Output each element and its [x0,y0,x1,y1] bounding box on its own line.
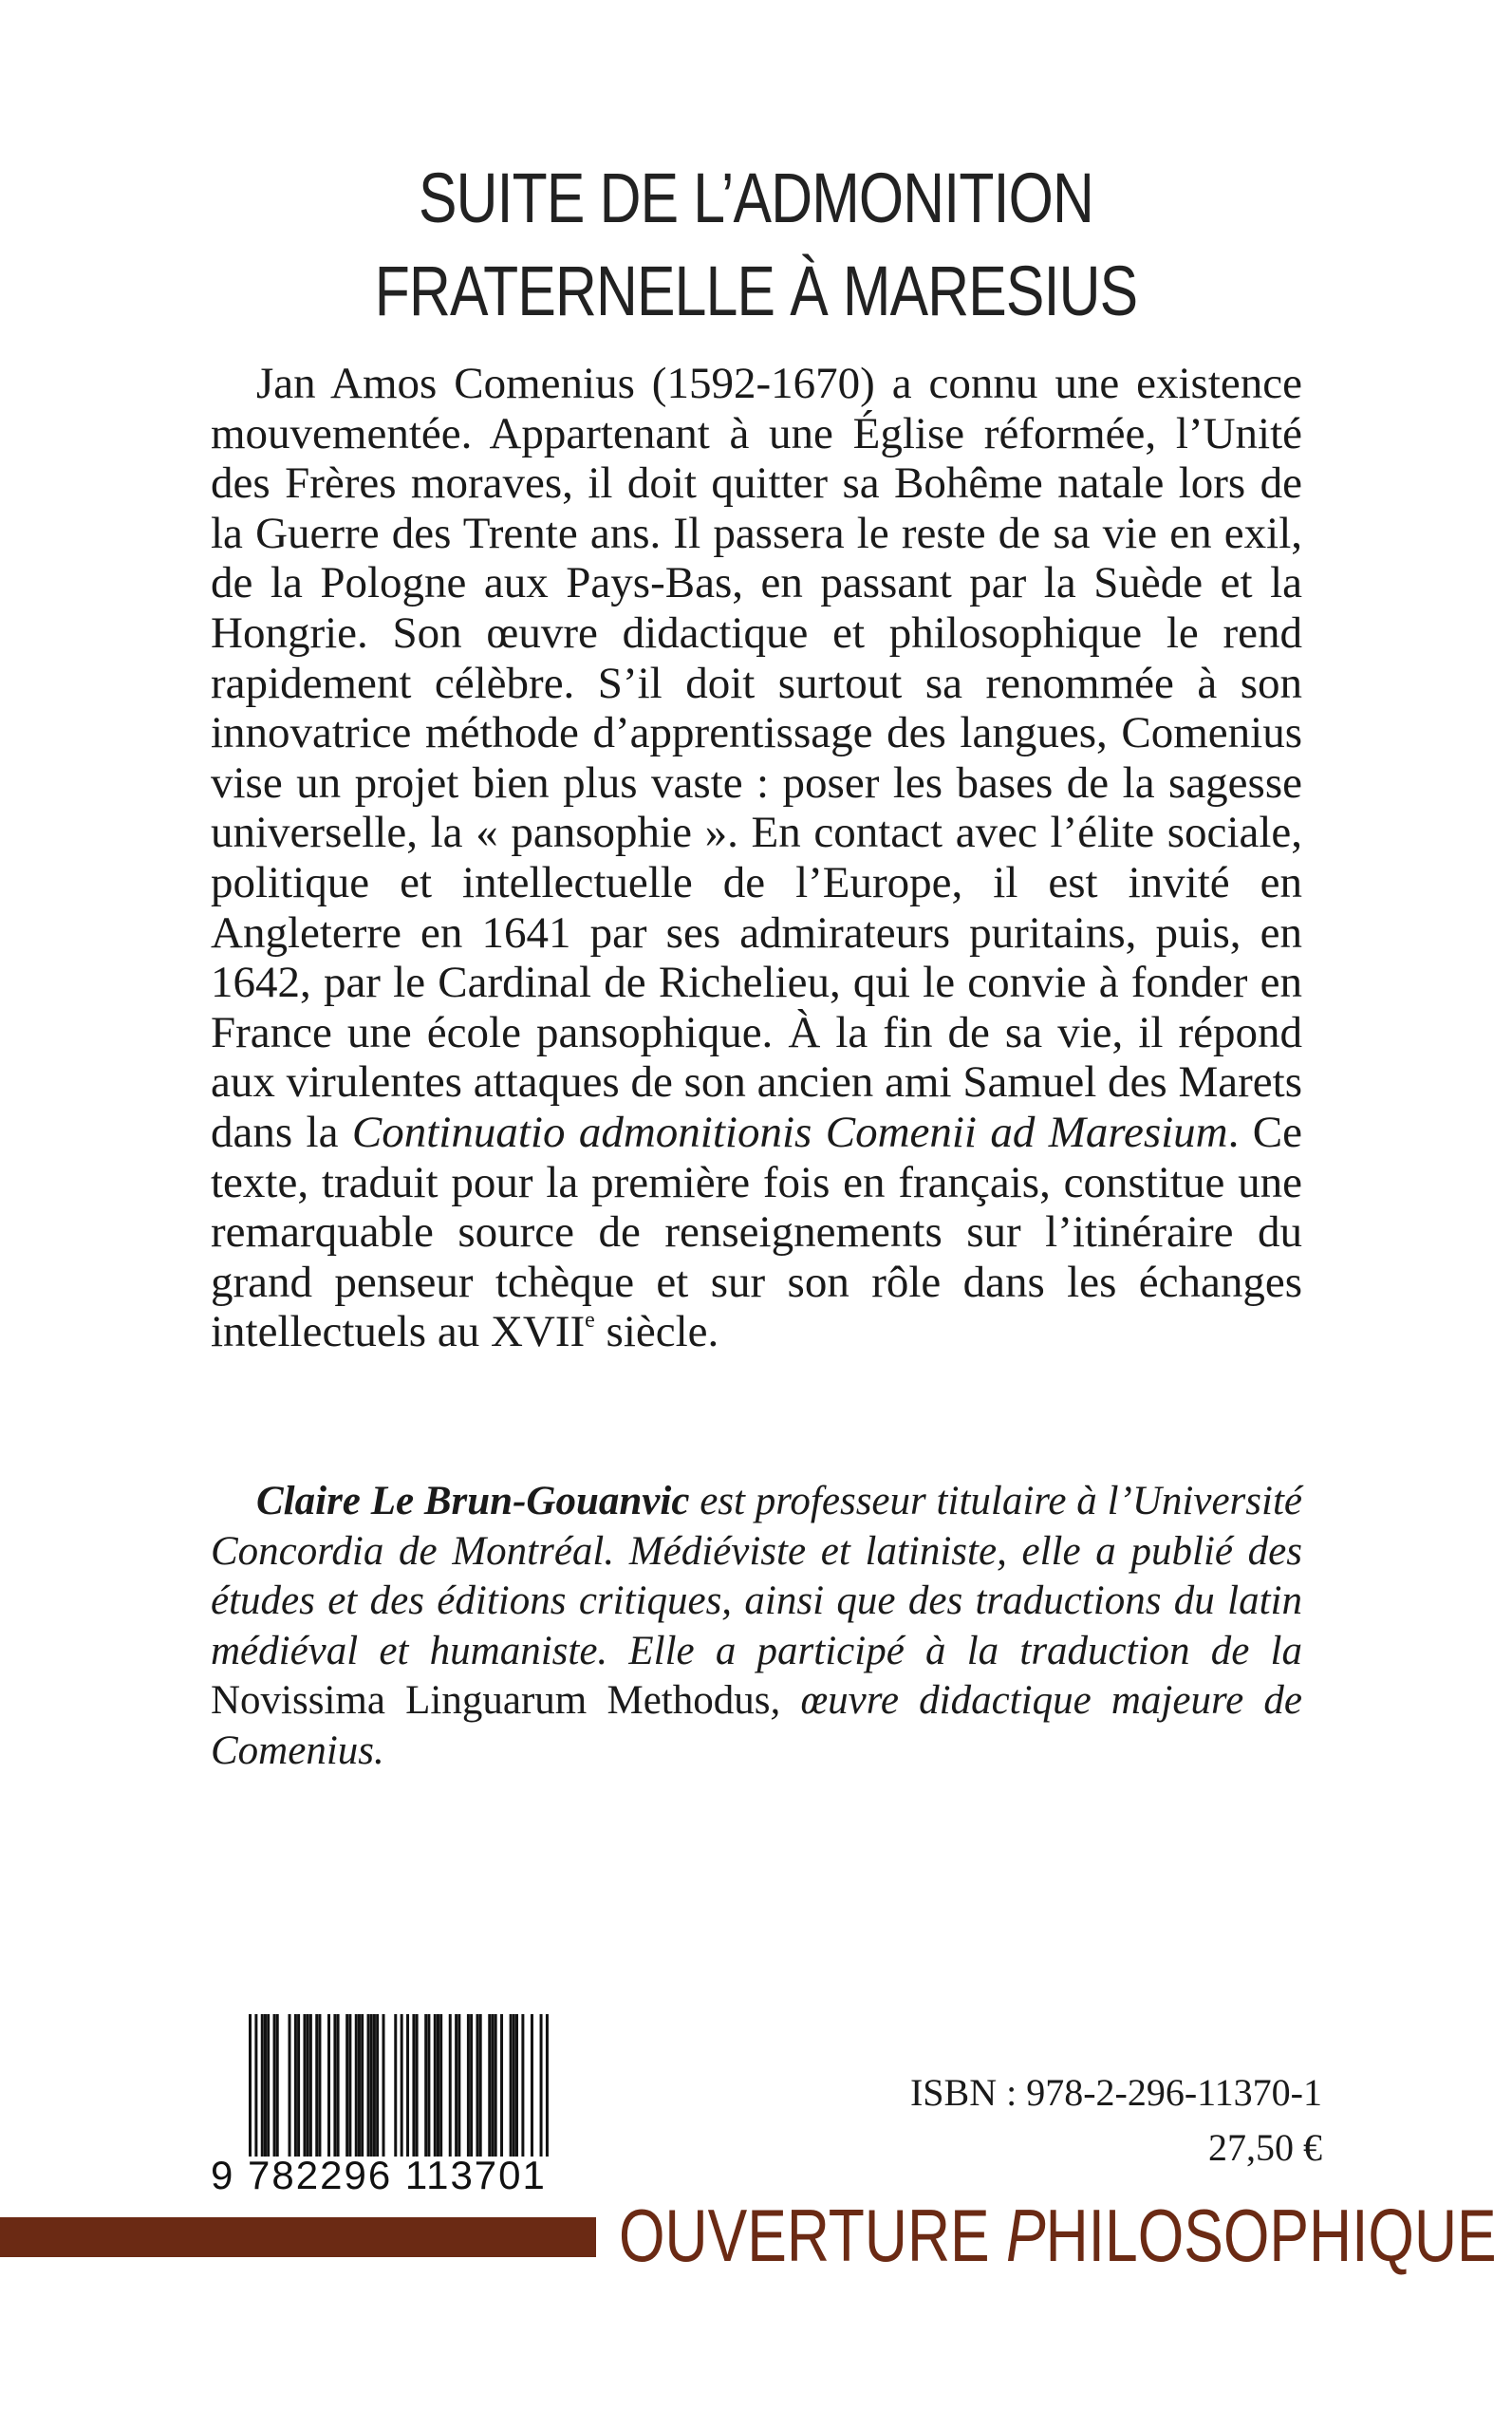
barcode-bar [416,2014,419,2157]
barcode-bar [345,2014,348,2157]
barcode-bar [488,2014,491,2157]
barcode-bar [333,2014,336,2157]
barcode-bar [455,2014,457,2157]
barcode-bar [370,2014,373,2157]
century-superscript: e [585,1308,595,1334]
summary-text-2: . Ce texte, traduit pour la première fois en français, constitue une remarquable source de renseignements sur l’itinéraire du grand penseur tchèque et sur son rôle dans les échanges intellectuels au XVII [211,1107,1302,1357]
barcode-bar [273,2014,276,2157]
barcode-bar [479,2014,482,2157]
bio-work-title: Novissima Linguarum Methodus [211,1678,771,1723]
summary-text-3: siècle. [594,1307,719,1357]
series-initial: P [1005,2194,1046,2277]
author-biography [211,1477,1302,1776]
author-name: Claire Le Brun-Gouanvic [256,1479,690,1523]
barcode-bar [510,2014,513,2157]
barcode-bar [383,2014,385,2157]
barcode-bar [495,2014,497,2157]
barcode-bar [540,2014,543,2157]
barcode-bar [470,2014,473,2157]
barcode-bar [376,2014,379,2157]
barcode-bar [318,2014,321,2157]
barcode-bar [367,2014,370,2157]
barcode-bar [337,2014,340,2157]
barcode-bar [373,2014,376,2157]
barcode-bar [401,2014,403,2157]
barcode-bar [254,2014,257,2157]
barcode-bar [348,2014,351,2157]
barcode-digits: 9 782296 113701 [211,2153,547,2197]
barcode-bar [307,2014,309,2157]
barcode-bar [289,2014,291,2157]
barcode-bar [546,2014,549,2157]
barcode-bar [500,2014,503,2157]
series-name [619,2193,1497,2278]
barcode-bar [521,2014,524,2157]
barcode-bar [394,2014,397,2157]
book-title [136,152,1375,338]
barcode-bar [303,2014,306,2157]
barcode-bar [449,2014,452,2157]
bio-text-2: , œuvre didactique majeure de Comenius. [211,1678,1302,1773]
barcode-bar [276,2014,279,2157]
barcode-bar [358,2014,361,2157]
barcode-bar [412,2014,415,2157]
barcode-bars [249,2014,549,2157]
barcode-bar [294,2014,297,2157]
barcode-bar [437,2014,439,2157]
barcode-bar [531,2014,533,2157]
barcode-bar [327,2014,330,2157]
barcode [211,2014,552,2204]
barcode-bar [424,2014,427,2157]
barcode-bar [427,2014,430,2157]
publisher-color-bar [0,2217,596,2257]
barcode-bar [264,2014,267,2157]
price: 27,50 € [1208,2126,1322,2169]
barcode-bar [406,2014,409,2157]
book-summary [211,359,1302,1357]
bio-text-1: est professeur titulaire à l’Université Concordia de Montréal. Médiéviste et latiniste, elle a publié des études et des éditions critiques, ainsi que des traductions du latin médiéval et humaniste. Elle a participé à la traduction de la [211,1479,1302,1673]
barcode-bar [457,2014,460,2157]
barcode-bar [249,2014,252,2157]
barcode-bar [267,2014,270,2157]
barcode-bar [434,2014,437,2157]
barcode-bar [297,2014,300,2157]
barcode-bar [513,2014,515,2157]
summary-text-1: Jan Amos Comenius (1592-1670) a connu une existence mouvementée. Appartenant à une Église réformée, l’Unité des Frères moraves, il doit quitter sa Bohême natale lors de la Guerre des Trente ans. Il passera le reste de sa vie en exil, de la Pologne aux Pays-Bas, en passant par la Suède et la Hongrie. Son œuvre didactique et philosophique le rend rapidement célèbre. S’il doit surtout sa renommée à son innovatrice méthode d’apprentissage des langues, Comenius vise un projet bien plus vaste : poser les bases de la sagesse universelle, la « pansophie ». En contact avec l’élite sociale, politique et intellectuelle de l’Europe, il est invité en Angleterre en 1641 par ses admirateurs puritains, puis, en 1642, par le Cardinal de Richelieu, qui le convie à fonder en France une école pansophique. À la fin de sa vie, il répond aux virulentes attaques de son ancien ami Samuel des Marets dans la [211,359,1302,1157]
barcode-bar [439,2014,442,2157]
barcode-bar [491,2014,494,2157]
isbn: ISBN : 978-2-296-11370-1 [909,2071,1322,2114]
barcode-bar [315,2014,318,2157]
barcode-bar [355,2014,358,2157]
title-line-1: SUITE DE L’ADMONITION [418,159,1094,237]
barcode-bar [361,2014,364,2157]
title-line-2: FRATERNELLE À MARESIUS [374,252,1138,330]
barcode-bar [309,2014,312,2157]
barcode-bar [515,2014,518,2157]
series-word-1: OUVERTURE [619,2194,1006,2277]
barcode-bar [467,2014,470,2157]
summary-latin-title: Continuatio admonitionis Comenii ad Maresium [351,1107,1228,1157]
barcode-bar [261,2014,264,2157]
series-word-2: HILOSOPHIQUE [1045,2194,1497,2277]
barcode-bar [476,2014,478,2157]
